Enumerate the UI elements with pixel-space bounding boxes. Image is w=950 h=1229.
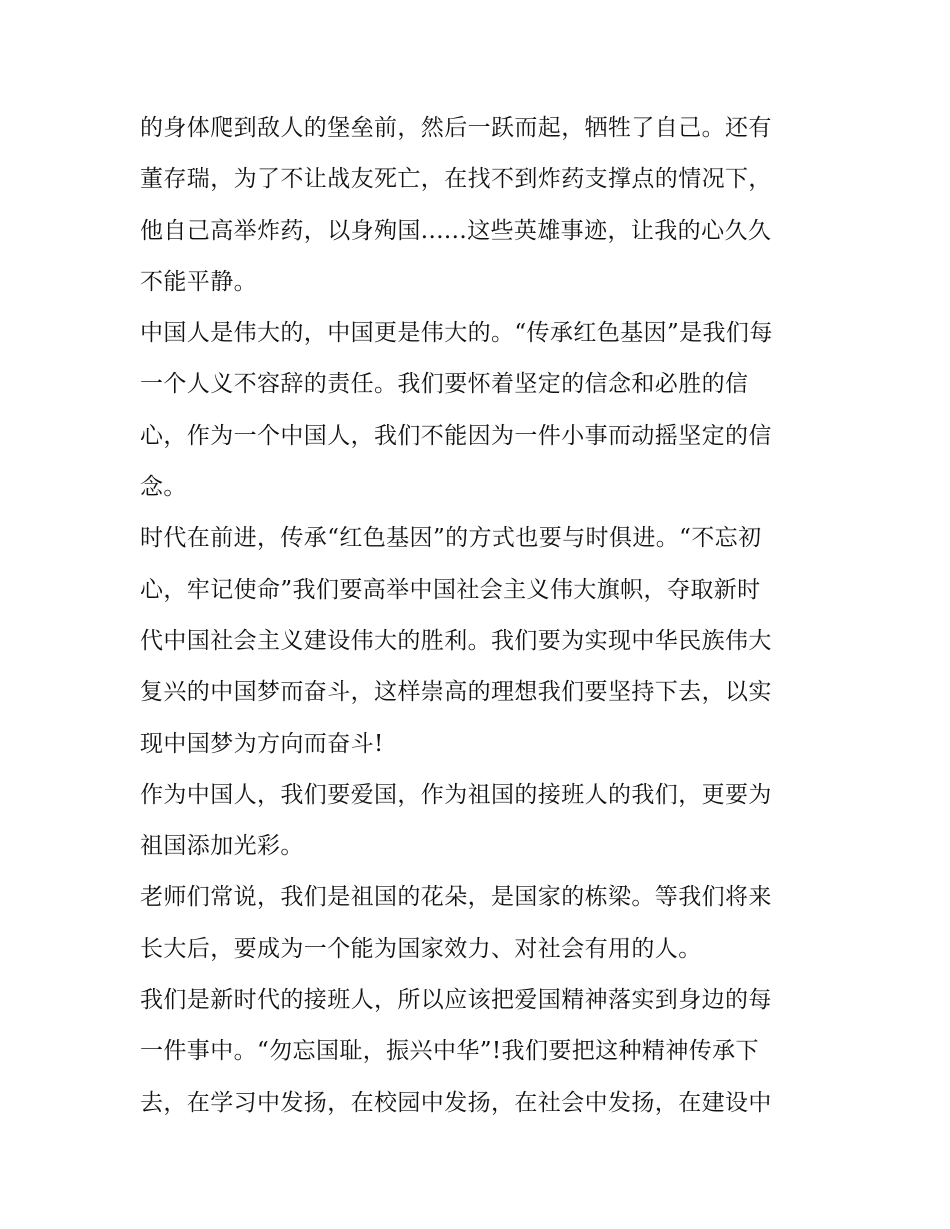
text-line: 我们是新时代的接班人，所以应该把爱国精神落实到身边的每 [140, 987, 772, 1014]
text-line: 一个人义不容辞的责任。我们要怀着坚定的信念和必胜的信 [140, 371, 749, 398]
text-line: 祖国添加光彩。 [140, 833, 304, 860]
text-line: 他自己高举炸药，以身殉国......这些英雄事迹，让我的心久久 [140, 217, 772, 244]
text-line: 中国人是伟大的，中国更是伟大的。“传承红色基因”是我们每 [140, 320, 773, 347]
text-line: 一件事中。“勿忘国耻，振兴中华”!我们要把这种精神传承下 [140, 1038, 759, 1065]
text-line: 不能平静。 [140, 268, 257, 295]
text-line: 复兴的中国梦而奋斗，这样崇高的理想我们要坚持下去，以实 [140, 679, 772, 706]
text-line: 去，在学习中发扬，在校园中发扬，在社会中发扬，在建设中 [140, 1089, 772, 1116]
text-line: 念。 [140, 474, 187, 501]
text-line: 老师们常说，我们是祖国的花朵，是国家的栋梁。等我们将来 [140, 884, 772, 911]
text-line: 时代在前进，传承“红色基因”的方式也要与时俱进。“不忘初 [140, 525, 762, 552]
text-line: 代中国社会主义建设伟大的胜利。我们要为实现中华民族伟大 [140, 627, 772, 654]
text-line: 心，牢记使命”我们要高举中国社会主义伟大旗帜，夺取新时 [140, 576, 761, 603]
text-line: 心，作为一个中国人，我们不能因为一件小事而动摇坚定的信 [140, 422, 772, 449]
text-line: 长大后，要成为一个能为国家效力、对社会有用的人。 [140, 935, 702, 962]
document-body [140, 103, 812, 1129]
text-line: 现中国梦为方向而奋斗! [140, 730, 384, 757]
text-line: 的身体爬到敌人的堡垒前，然后一跃而起，牺牲了自己。还有 [140, 115, 772, 141]
text-line: 作为中国人，我们要爱国，作为祖国的接班人的我们，更要为 [140, 781, 772, 808]
text-line: 董存瑞，为了不让战友死亡，在找不到炸药支撑点的情况下， [140, 166, 772, 193]
